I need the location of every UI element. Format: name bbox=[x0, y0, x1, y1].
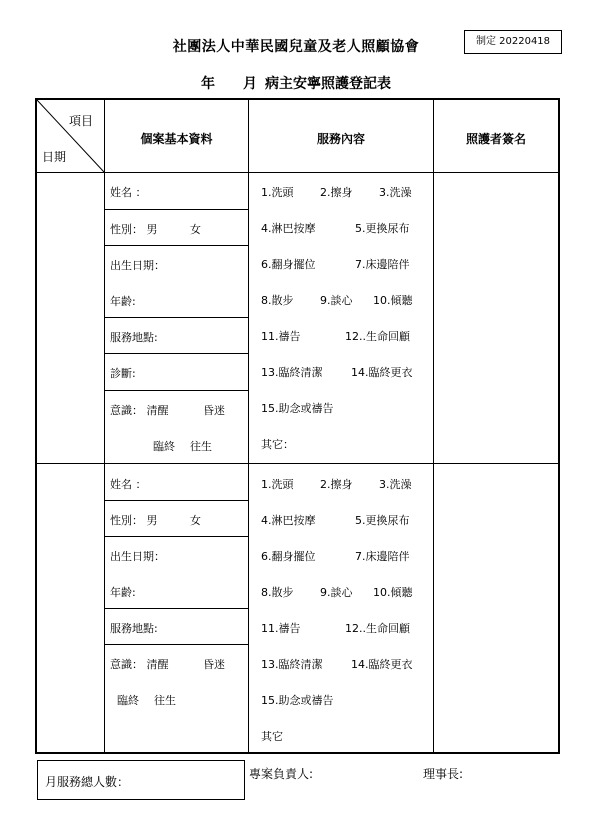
block-divider bbox=[37, 463, 558, 464]
service-item: 4.淋巴按摩 bbox=[261, 514, 316, 527]
header-item-label: 項目 bbox=[69, 114, 94, 128]
info-row-line bbox=[105, 644, 248, 645]
info-age: 年齡: bbox=[110, 586, 136, 599]
service-item: 8.散步 bbox=[261, 586, 294, 599]
header-case-info: 個案基本資料 bbox=[140, 132, 213, 146]
col-divider-2 bbox=[248, 100, 249, 752]
info-row-line bbox=[105, 353, 248, 354]
service-item: 3.洗澡 bbox=[379, 186, 412, 199]
info-name: 姓名 ： bbox=[110, 478, 147, 491]
info-gender: 性別： 男 bbox=[110, 223, 158, 236]
info-consciousness-dying: 臨終 bbox=[153, 440, 175, 453]
info-row-line bbox=[105, 390, 248, 391]
info-consciousness-deceased: 往生 bbox=[190, 440, 212, 453]
service-item: 2.擦身 bbox=[320, 186, 353, 199]
info-consciousness-deceased: 往生 bbox=[154, 694, 176, 707]
info-birthdate: 出生日期： bbox=[110, 550, 165, 563]
service-item: 14.臨終更衣 bbox=[351, 658, 413, 671]
service-item: 9.談心 bbox=[320, 294, 353, 307]
revision-badge: 制定 20220418 bbox=[464, 30, 562, 54]
month-label: 月 bbox=[243, 76, 257, 92]
service-item: 7.床邊陪伴 bbox=[355, 550, 410, 563]
service-item: 6.翻身擺位 bbox=[261, 258, 316, 271]
service-other: 其它 bbox=[261, 730, 283, 743]
info-consciousness: 意識： 清醒 bbox=[110, 404, 169, 417]
service-item: 11.禱告 bbox=[261, 622, 301, 635]
info-consciousness-dying: 臨終 bbox=[117, 694, 139, 707]
info-age: 年齡: bbox=[110, 295, 136, 308]
service-item: 2.擦身 bbox=[320, 478, 353, 491]
col-divider-1 bbox=[104, 100, 105, 752]
info-row-line bbox=[105, 209, 248, 210]
monthly-total-box bbox=[37, 760, 245, 800]
form-title: 病主安寧照護登記表 bbox=[265, 76, 391, 92]
service-item: 5.更換尿布 bbox=[355, 514, 410, 527]
service-item: 15.助念或禱告 bbox=[261, 694, 334, 707]
service-item: 15.助念或禱告 bbox=[261, 402, 334, 415]
service-item: 14.臨終更衣 bbox=[351, 366, 413, 379]
org-title: 社團法人中華民國兒童及老人照顧協會 bbox=[172, 39, 420, 55]
project-lead-label: 專案負責人: bbox=[249, 767, 314, 781]
chairman-label: 理事長: bbox=[423, 767, 464, 781]
service-item: 12..生命回顧 bbox=[345, 330, 410, 343]
info-row-line bbox=[105, 536, 248, 537]
header-service-content: 服務內容 bbox=[316, 132, 365, 146]
service-item: 8.散步 bbox=[261, 294, 294, 307]
info-name: 姓名 ： bbox=[110, 186, 147, 199]
header-divider bbox=[37, 172, 558, 173]
service-item: 7.床邊陪伴 bbox=[355, 258, 410, 271]
info-row-line bbox=[105, 245, 248, 246]
info-service-location: 服務地點: bbox=[110, 331, 158, 344]
monthly-total-label: 月服務總人數： bbox=[45, 775, 130, 789]
header-date-label: 日期 bbox=[42, 150, 67, 164]
form-title-line bbox=[0, 73, 592, 93]
info-gender-female: 女 bbox=[190, 223, 201, 236]
service-item: 5.更換尿布 bbox=[355, 222, 410, 235]
service-item: 12..生命回顧 bbox=[345, 622, 410, 635]
info-row-line bbox=[105, 608, 248, 609]
info-gender: 性別： 男 bbox=[110, 514, 158, 527]
service-item: 6.翻身擺位 bbox=[261, 550, 316, 563]
info-birthdate: 出生日期： bbox=[110, 259, 165, 272]
col-divider-3 bbox=[433, 100, 434, 752]
service-item: 1.洗頭 bbox=[261, 186, 294, 199]
header-caregiver-signature: 照護者簽名 bbox=[465, 132, 526, 146]
service-item: 9.談心 bbox=[320, 586, 353, 599]
info-diagnosis: 診斷: bbox=[110, 367, 136, 380]
info-consciousness: 意識： 清醒 bbox=[110, 658, 169, 671]
info-consciousness-coma: 昏迷 bbox=[203, 404, 225, 417]
registration-table bbox=[35, 98, 560, 754]
info-row-line bbox=[105, 500, 248, 501]
info-row-line bbox=[105, 317, 248, 318]
service-item: 4.淋巴按摩 bbox=[261, 222, 316, 235]
service-item: 13.臨終清潔 bbox=[261, 366, 323, 379]
service-item: 3.洗澡 bbox=[379, 478, 412, 491]
info-service-location: 服務地點: bbox=[110, 622, 158, 635]
service-item: 13.臨終清潔 bbox=[261, 658, 323, 671]
year-label: 年 bbox=[201, 76, 215, 92]
info-gender-female: 女 bbox=[190, 514, 201, 527]
info-consciousness-coma: 昏迷 bbox=[203, 658, 225, 671]
service-item: 10.傾聽 bbox=[373, 294, 413, 307]
service-item: 10.傾聽 bbox=[373, 586, 413, 599]
service-other: 其它： bbox=[261, 438, 294, 451]
service-item: 1.洗頭 bbox=[261, 478, 294, 491]
service-item: 11.禱告 bbox=[261, 330, 301, 343]
